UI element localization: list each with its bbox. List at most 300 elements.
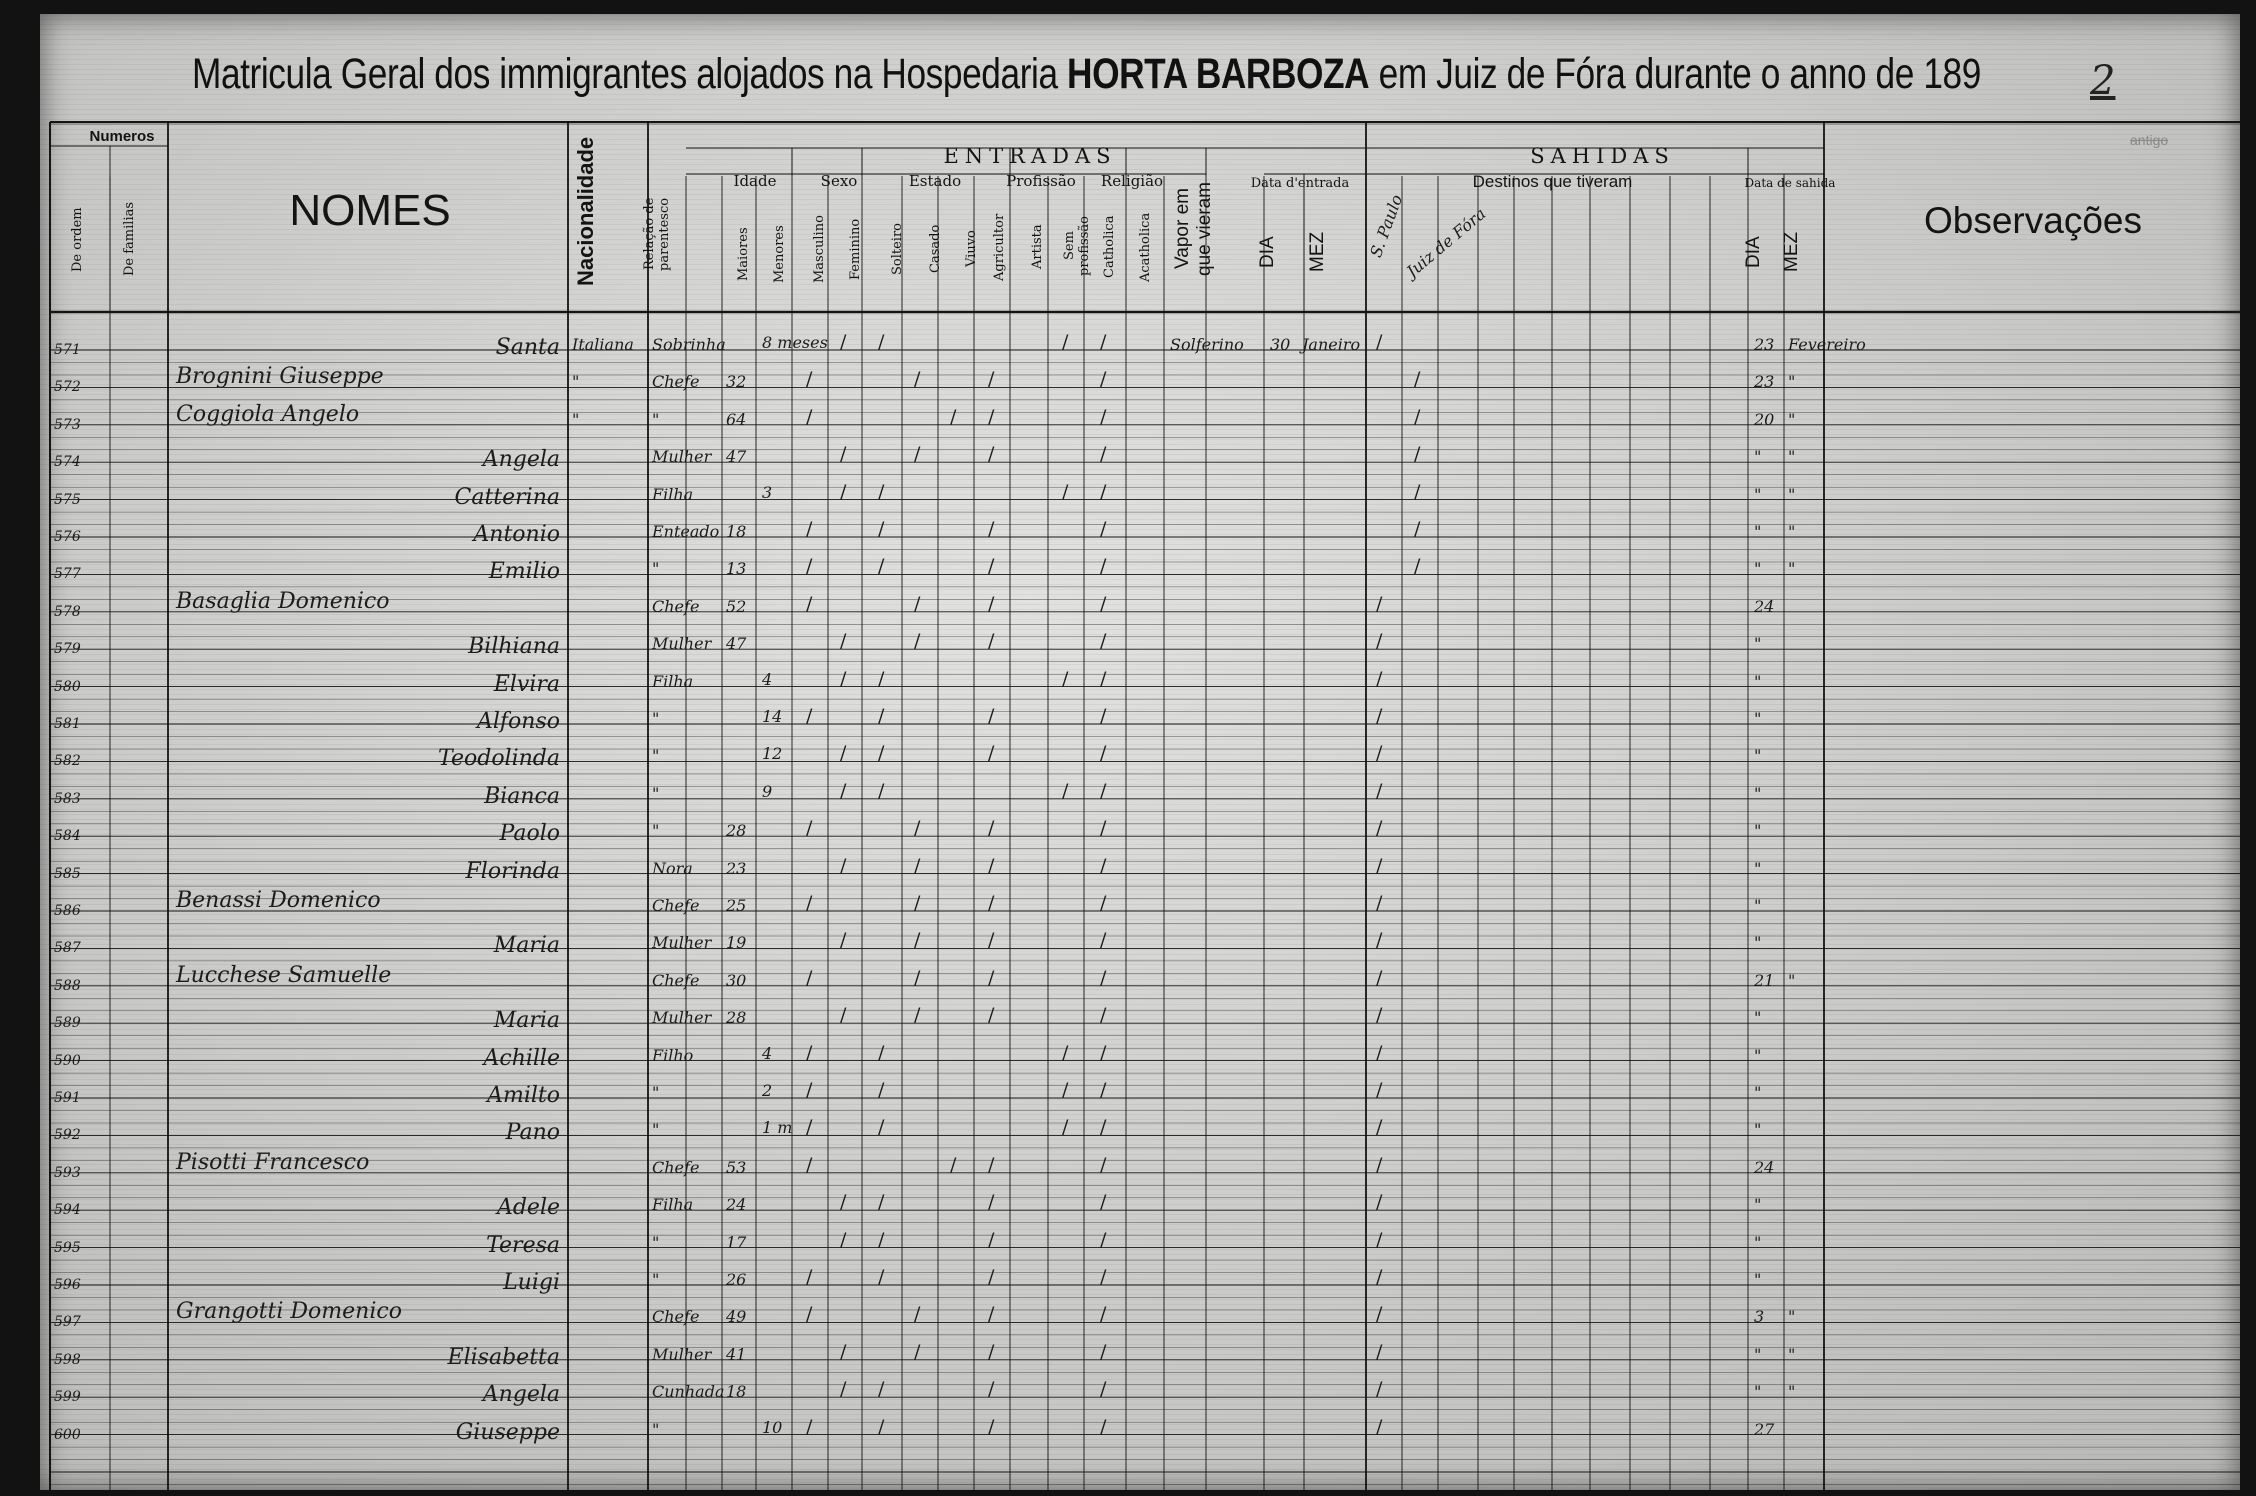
row-relacao: Chefe (652, 1307, 700, 1327)
row-idade-maior: 30 (726, 970, 747, 990)
row-tick-estado: / (878, 480, 885, 503)
row-ordem: 578 (54, 603, 81, 620)
row-tick-profissao: / (988, 1378, 995, 1401)
row-tick-religiao: / (1100, 592, 1107, 615)
header-entradas: ENTRADAS (943, 144, 1117, 168)
row-idade-menor: 10 (762, 1417, 783, 1437)
row-tick-destino: / (1376, 1116, 1383, 1139)
row-tick-religiao: / (1100, 966, 1107, 989)
row-tick-estado: / (878, 1415, 885, 1438)
row-idade-maior: 18 (726, 1382, 747, 1402)
row-tick-religiao: / (1100, 1116, 1107, 1139)
row-idade-maior: 17 (726, 1232, 747, 1252)
row-tick-estado: / (914, 1004, 921, 1027)
row-tick-religiao: / (1100, 854, 1107, 877)
row-tick-profissao: / (988, 1415, 995, 1438)
row-ordem: 579 (54, 641, 81, 658)
row-ordem: 589 (54, 1015, 81, 1032)
row-tick-sexo: / (806, 1266, 813, 1288)
row-given-name: Giuseppe (455, 1419, 560, 1445)
year-handwritten: 2 (2090, 58, 2116, 104)
row-given-name: Luigi (503, 1270, 560, 1295)
row-tick-sexo: / (840, 443, 847, 466)
row-relacao: " (652, 821, 660, 841)
row-tick-destino: / (1414, 555, 1421, 578)
row-given-name: Maria (493, 933, 560, 959)
row-tick-religiao: / (1100, 331, 1107, 353)
row-idade-maior: 47 (726, 634, 747, 654)
header-masculino: Masculino (812, 215, 827, 283)
header-acatholica: Acatholica (1138, 212, 1153, 282)
row-relacao: Sobrinha (652, 335, 726, 354)
row-tick-sexo: / (806, 705, 813, 727)
row-dia-sahida: " (1754, 1083, 1762, 1102)
row-relacao: Mulher (652, 1344, 712, 1364)
header-profissao: Profissão (1006, 172, 1076, 190)
row-idade-maior: 49 (726, 1307, 747, 1327)
row-dia-sahida: " (1754, 447, 1762, 467)
header-dia-sahida: DIA (1743, 236, 1764, 268)
row-tick-destino: / (1376, 854, 1383, 877)
row-dia-sahida: " (1754, 1120, 1762, 1140)
row-tick-destino: / (1376, 742, 1383, 765)
row-tick-estado: / (878, 779, 885, 802)
row-relacao: Chefe (652, 970, 700, 990)
row-given-name: Pano (505, 1120, 560, 1146)
row-idade-maior: 26 (726, 1270, 747, 1289)
row-tick-estado: / (950, 1153, 957, 1176)
row-given-name: Teresa (486, 1232, 560, 1258)
row-tick-destino: / (1376, 966, 1383, 989)
row-idade-maior: 53 (726, 1157, 747, 1177)
row-tick-estado: / (878, 667, 885, 690)
row-idade-menor: 8 meses (762, 333, 828, 352)
row-tick-sexo: / (840, 1004, 847, 1027)
row-given-name: Santa (495, 335, 560, 360)
row-tick-estado: / (914, 854, 921, 877)
row-tick-profissao: / (988, 1153, 995, 1176)
row-given-name: Florinda (465, 858, 560, 884)
row-ordem: 593 (54, 1164, 81, 1181)
row-tick-profissao: / (988, 817, 995, 840)
row-given-name: Paolo (499, 821, 560, 847)
row-tick-profissao: / (988, 443, 995, 466)
row-relacao: Filho (652, 1045, 694, 1065)
row-idade-maior: 28 (726, 1008, 747, 1028)
row-given-name: Amilto (487, 1083, 560, 1108)
row-idade-menor: 9 (762, 781, 773, 801)
row-dia-sahida: " (1754, 933, 1762, 953)
row-tick-sexo: / (806, 1116, 813, 1139)
row-tick-estado: / (878, 331, 885, 353)
row-given-name: Antonio (473, 522, 560, 547)
header-vapor: Vapor em que vieram (1172, 182, 1215, 276)
row-tick-estado: / (878, 1266, 885, 1288)
row-relacao: " (652, 709, 660, 728)
row-idade-maior: 32 (726, 372, 747, 392)
row-mez-entrada: Janeiro (1302, 335, 1361, 354)
row-mez-sahida: " (1788, 1382, 1796, 1402)
header-destino-1: S. Paulo (1366, 192, 1407, 260)
row-tick-religiao: / (1100, 1415, 1107, 1438)
row-tick-estado: / (878, 742, 885, 765)
row-dia-sahida: " (1754, 1008, 1762, 1028)
row-dia-sahida: " (1754, 1195, 1762, 1215)
header-religiao: Religião (1100, 172, 1164, 190)
row-dia-sahida: 21 (1754, 970, 1775, 990)
row-ordem: 572 (54, 379, 81, 396)
row-tick-destino: / (1376, 892, 1383, 914)
row-tick-sexo: / (806, 555, 813, 578)
row-given-name: Alfonso (476, 709, 560, 734)
row-dia-sahida: " (1754, 1270, 1762, 1289)
row-tick-sexo: / (806, 892, 813, 914)
row-tick-estado: / (914, 1340, 921, 1363)
row-tick-estado: / (878, 518, 885, 540)
row-idade-maior: 24 (726, 1195, 747, 1215)
row-tick-profissao: / (1062, 667, 1069, 690)
row-tick-religiao: / (1100, 742, 1107, 765)
row-tick-sexo: / (806, 966, 813, 989)
row-dia-sahida: " (1754, 671, 1762, 691)
row-tick-destino: / (1376, 1415, 1383, 1438)
row-relacao: Filha (652, 484, 694, 504)
row-tick-estado: / (914, 966, 921, 989)
row-dia-sahida: 20 (1754, 409, 1775, 429)
row-dia-sahida: 24 (1754, 1157, 1775, 1177)
row-familia-name: Coggiola Angelo (176, 401, 360, 427)
row-given-name: Teodolinda (438, 746, 560, 772)
row-tick-estado: / (914, 1303, 921, 1326)
row-ordem: 596 (54, 1277, 81, 1293)
row-tick-profissao: / (988, 1340, 995, 1363)
row-tick-religiao: / (1100, 518, 1107, 540)
row-familia-name: Benassi Domenico (176, 888, 381, 913)
row-tick-destino: / (1376, 1266, 1383, 1288)
row-tick-religiao: / (1100, 1266, 1107, 1288)
row-relacao: " (652, 559, 660, 579)
row-tick-destino: / (1376, 667, 1383, 690)
row-tick-destino: / (1376, 1191, 1383, 1214)
row-tick-sexo: / (840, 1340, 847, 1363)
row-tick-profissao: / (988, 405, 995, 428)
row-mez-sahida: " (1788, 559, 1796, 579)
row-tick-sexo: / (806, 368, 813, 391)
row-dia-sahida: " (1754, 484, 1762, 504)
header-feminino: Feminino (848, 218, 863, 280)
header-destino-2: Juiz de Fóra (1402, 203, 1490, 282)
row-tick-religiao: / (1100, 630, 1107, 653)
row-dia-sahida: 24 (1754, 596, 1775, 616)
row-tick-destino: / (1414, 480, 1421, 503)
row-tick-estado: / (914, 929, 921, 952)
row-tick-destino: / (1376, 779, 1383, 802)
row-tick-profissao: / (988, 555, 995, 578)
row-tick-estado: / (914, 817, 921, 840)
row-tick-profissao: / (1062, 1116, 1069, 1139)
header-artista: Artista (1030, 224, 1045, 270)
row-tick-destino: / (1414, 443, 1421, 466)
row-relacao: Mulher (652, 634, 712, 654)
row-dia-sahida: " (1754, 746, 1762, 766)
row-ordem: 592 (54, 1127, 81, 1144)
row-dia-entrada: 30 (1270, 335, 1291, 354)
header-maiores: Maiores (736, 227, 751, 281)
row-tick-destino: / (1376, 592, 1383, 615)
row-relacao: " (652, 746, 660, 766)
row-ordem: 580 (54, 678, 81, 695)
row-idade-maior: 64 (726, 409, 747, 429)
row-tick-religiao: / (1100, 1340, 1107, 1363)
row-tick-destino: / (1376, 1041, 1383, 1064)
header-destinos: Destinos que tiveram (1472, 172, 1633, 191)
row-nacionalidade: Italiana (572, 335, 634, 354)
header-catholica: Catholica (1102, 215, 1117, 279)
row-relacao: Chefe (652, 596, 700, 616)
row-ordem: 595 (54, 1239, 81, 1256)
row-ordem: 573 (54, 416, 81, 433)
row-tick-sexo: / (840, 630, 847, 653)
row-dia-sahida: 27 (1754, 1419, 1775, 1439)
row-tick-estado: / (878, 1378, 885, 1401)
header-de-ordem: De ordem (70, 207, 85, 273)
row-tick-religiao: / (1100, 480, 1107, 503)
title-bold: HORTA BARBOZA (1067, 50, 1370, 98)
row-tick-estado: / (878, 1041, 885, 1064)
row-tick-profissao: / (988, 1191, 995, 1214)
row-tick-destino: / (1414, 405, 1421, 428)
row-tick-profissao: / (988, 929, 995, 952)
row-given-name: Angela (482, 1382, 560, 1408)
row-given-name: Elisabetta (447, 1344, 560, 1370)
row-given-name: Bilhiana (468, 634, 560, 660)
header-numeros: Numeros (89, 128, 155, 145)
row-tick-profissao: / (1062, 1041, 1069, 1064)
row-given-name: Bianca (484, 783, 560, 809)
header-data-sahida: Data de sahida (1744, 176, 1836, 190)
header-viuvo: Viuvo (964, 230, 979, 268)
row-tick-profissao: / (1062, 779, 1069, 802)
row-tick-profissao: / (988, 518, 995, 540)
row-tick-religiao: / (1100, 892, 1107, 914)
row-ordem: 585 (54, 865, 81, 882)
header-nacionalidade: Nacionalidade (573, 136, 598, 286)
row-tick-destino: / (1376, 1004, 1383, 1027)
row-dia-sahida: " (1754, 1232, 1762, 1252)
row-tick-religiao: / (1100, 929, 1107, 952)
row-tick-estado: / (878, 1228, 885, 1251)
row-ordem: 583 (54, 790, 81, 807)
row-familia-name: Grangotti Domenico (176, 1299, 402, 1325)
row-ordem: 587 (54, 940, 81, 957)
row-idade-menor: 14 (762, 707, 783, 726)
row-tick-sexo: / (806, 1079, 813, 1101)
row-tick-profissao: / (1062, 1079, 1069, 1101)
row-ordem: 594 (54, 1202, 81, 1219)
row-tick-religiao: / (1100, 1378, 1107, 1401)
header-relacao: Relação de parentesco (642, 197, 672, 271)
row-dia-sahida: " (1754, 522, 1762, 541)
header-data-entrada: Data d'entrada (1250, 176, 1350, 191)
row-tick-sexo: / (840, 480, 847, 503)
row-tick-religiao: / (1100, 1004, 1107, 1027)
row-tick-religiao: / (1100, 555, 1107, 578)
row-relacao: Cunhada (652, 1382, 725, 1402)
row-tick-destino: / (1376, 1378, 1383, 1401)
header-sexo: Sexo (820, 172, 858, 190)
row-idade-maior: 28 (726, 821, 747, 841)
row-relacao: Chefe (652, 372, 700, 392)
row-tick-profissao: / (988, 368, 995, 391)
row-ordem: 582 (54, 753, 81, 770)
row-dia-sahida: " (1754, 858, 1762, 878)
row-dia-sahida: " (1754, 1382, 1762, 1402)
header-casado: Casado (928, 224, 943, 274)
row-given-name: Elvira (493, 671, 560, 697)
row-tick-estado: / (878, 555, 885, 578)
row-idade-menor: 1 m (762, 1118, 793, 1138)
row-dia-sahida: 23 (1754, 372, 1775, 392)
row-tick-destino: / (1376, 331, 1383, 353)
row-tick-sexo: / (840, 929, 847, 952)
row-idade-maior: 25 (726, 896, 747, 915)
row-relacao: Chefe (652, 1157, 700, 1177)
row-ordem: 577 (54, 566, 81, 583)
row-tick-religiao: / (1100, 1041, 1107, 1064)
header-sahidas: SAHIDAS (1530, 144, 1675, 168)
row-tick-destino: / (1376, 929, 1383, 952)
row-dia-sahida: " (1754, 821, 1762, 841)
row-familia-name: Brognini Giuseppe (176, 364, 384, 390)
row-tick-estado: / (878, 705, 885, 727)
row-idade-maior: 47 (726, 447, 747, 467)
row-tick-destino: / (1376, 630, 1383, 653)
row-tick-religiao: / (1100, 405, 1107, 428)
row-tick-profissao: / (988, 1228, 995, 1251)
header-agricultor: Agricultor (992, 213, 1007, 281)
row-mez-sahida: " (1788, 409, 1796, 429)
row-dia-sahida: 23 (1754, 335, 1775, 354)
row-tick-profissao: / (988, 592, 995, 615)
faded-stamp: antigo (2130, 132, 2169, 148)
row-ordem: 574 (54, 454, 81, 471)
row-mez-sahida: " (1788, 1344, 1796, 1364)
row-idade-maior: 41 (726, 1344, 747, 1364)
row-tick-sexo: / (806, 518, 813, 540)
row-tick-religiao: / (1100, 1228, 1107, 1251)
row-tick-sexo: / (840, 1378, 847, 1401)
row-tick-sexo: / (806, 1303, 813, 1326)
row-tick-religiao: / (1100, 1079, 1107, 1101)
row-mez-sahida: " (1788, 970, 1796, 990)
row-tick-estado: / (950, 405, 957, 428)
row-tick-destino: / (1376, 1303, 1383, 1326)
header-estado: Estado (908, 172, 962, 190)
row-tick-estado: / (914, 892, 921, 914)
row-ordem: 590 (54, 1052, 81, 1069)
header-observacoes: Observações (1924, 200, 2142, 241)
row-tick-estado: / (878, 1079, 885, 1101)
row-tick-profissao: / (988, 742, 995, 765)
row-idade-maior: 19 (726, 933, 747, 953)
row-tick-sexo: / (840, 742, 847, 765)
row-ordem: 597 (54, 1314, 81, 1331)
row-ordem: 576 (54, 529, 81, 545)
row-tick-sexo: / (806, 592, 813, 615)
row-idade-menor: 4 (762, 669, 773, 689)
row-tick-sexo: / (806, 1153, 813, 1176)
row-tick-sexo: / (840, 667, 847, 690)
row-ordem: 586 (54, 903, 81, 919)
row-tick-destino: / (1376, 1228, 1383, 1251)
row-vapor: Solferino (1170, 335, 1244, 354)
row-tick-sexo: / (840, 779, 847, 802)
header-sem-profissao: Sem profissão (1062, 216, 1092, 276)
row-tick-profissao: / (1062, 331, 1069, 353)
header-mez-entrada: MEZ (1307, 231, 1328, 273)
header-nomes: NOMES (289, 186, 451, 235)
row-tick-destino: / (1376, 1153, 1383, 1176)
row-tick-estado: / (914, 630, 921, 653)
row-relacao: " (652, 1083, 660, 1102)
row-tick-estado: / (878, 1116, 885, 1139)
row-tick-profissao: / (988, 854, 995, 877)
header-de-familias: De familias (122, 201, 137, 277)
row-tick-destino: / (1414, 368, 1421, 391)
row-tick-profissao: / (1062, 480, 1069, 503)
row-relacao: " (652, 783, 660, 803)
row-mez-sahida: " (1788, 484, 1796, 504)
row-given-name: Angela (482, 447, 560, 473)
row-relacao: " (652, 1270, 660, 1289)
row-ordem: 584 (54, 828, 81, 845)
row-ordem: 581 (54, 716, 81, 732)
row-mez-sahida: Fevereiro (1788, 335, 1866, 354)
row-ordem: 600 (54, 1426, 81, 1443)
row-nacionalidade: " (572, 409, 580, 429)
row-familia-name: Basaglia Domenico (176, 588, 390, 614)
row-tick-religiao: / (1100, 779, 1107, 802)
row-nacionalidade: " (572, 372, 580, 392)
row-tick-profissao: / (988, 1004, 995, 1027)
row-relacao: Enteado (652, 522, 720, 541)
row-given-name: Emilio (488, 559, 560, 585)
row-tick-sexo: / (806, 817, 813, 840)
row-dia-sahida: " (1754, 783, 1762, 803)
row-idade-maior: 18 (726, 522, 747, 541)
row-dia-sahida: " (1754, 1045, 1762, 1065)
row-relacao: " (652, 1120, 660, 1140)
row-idade-menor: 3 (762, 482, 773, 502)
row-tick-estado: / (878, 1191, 885, 1214)
row-tick-sexo: / (806, 1415, 813, 1438)
row-tick-religiao: / (1100, 368, 1107, 391)
row-dia-sahida: " (1754, 896, 1762, 915)
row-given-name: Catterina (454, 484, 560, 510)
row-mez-sahida: " (1788, 372, 1796, 392)
row-tick-religiao: / (1100, 817, 1107, 840)
row-ordem: 575 (54, 491, 81, 508)
row-tick-sexo: / (840, 331, 847, 353)
row-relacao: Mulher (652, 933, 712, 953)
row-tick-profissao: / (988, 705, 995, 727)
row-dia-sahida: " (1754, 1344, 1762, 1364)
row-tick-religiao: / (1100, 1303, 1107, 1326)
row-tick-sexo: / (840, 1228, 847, 1251)
row-dia-sahida: " (1754, 709, 1762, 728)
title-suffix: em Juiz de Fóra durante o anno de 189 (1369, 50, 1981, 98)
row-tick-religiao: / (1100, 443, 1107, 466)
